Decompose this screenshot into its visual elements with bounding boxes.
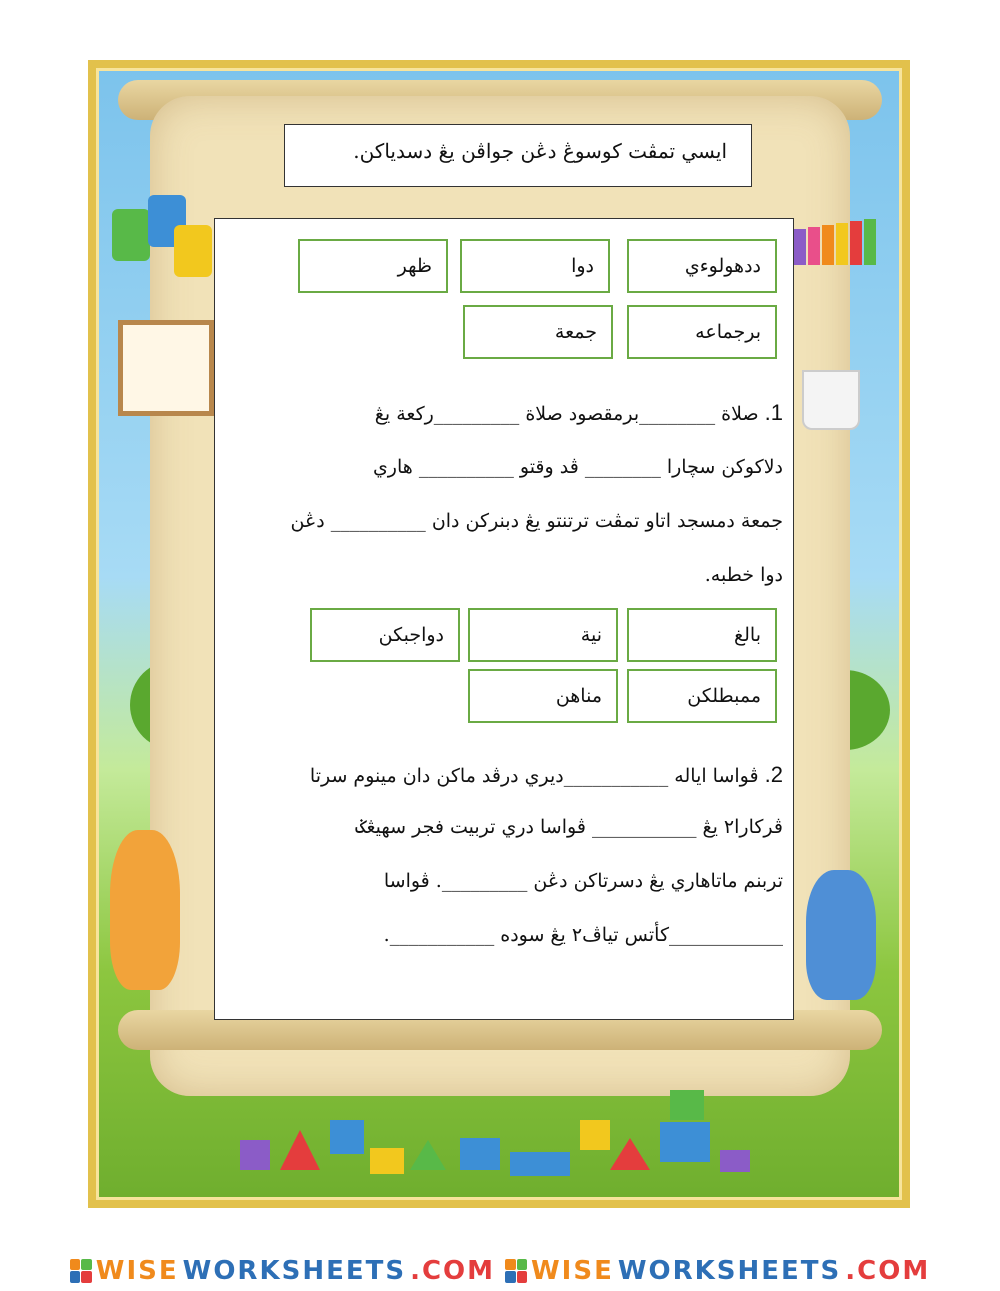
word-bank-1-item[interactable]: دوا (460, 239, 610, 293)
brand-com: .COM (410, 1255, 495, 1286)
brand-worksheets: WORKSHEETS (182, 1255, 407, 1286)
question-1-line: جمعة دمسجد اتاو تمڤت ترتنتو يڠ دبنرکن دان __________ دڠن (290, 510, 783, 532)
footer-watermark (0, 1250, 1000, 1291)
word-bank-1-item[interactable]: ددهولوءي (627, 239, 777, 293)
dancing-kid-illustration (806, 870, 876, 1000)
brand-wise: WISE (531, 1255, 614, 1286)
word-bank-2-item[interactable]: مناهن (468, 669, 618, 723)
word-bank-2-item[interactable]: دواجبکن (310, 608, 460, 662)
question-2-number: 2. (764, 762, 783, 787)
pencil-cup-illustration (802, 370, 860, 430)
question-2-line: ____________کأتس تياڤ٢ يڠ سوده ___________. (383, 924, 783, 946)
toy-blocks-illustration (240, 1060, 780, 1180)
question-1-text: صلاة ________برمقصود صلاة _________رکعة يڠ (374, 403, 759, 425)
word-bank-1-item[interactable]: ظهر (298, 239, 448, 293)
brand-wise: WISE (95, 1255, 179, 1286)
question-2-text: ڤواسا اياله ___________ديري درڤد ماکن دان مينوم سرتا (309, 765, 759, 787)
question-1-line: دوا خطبه. (704, 564, 783, 586)
word-bank-1-item[interactable]: جمعة (463, 305, 613, 359)
instruction-title: ايسي تمڤت کوسوڠ دڠن جواڤن يڠ دسدياکن. (284, 124, 752, 187)
question-1-line (238, 400, 783, 426)
word-bank-2-item[interactable]: بالغ (627, 608, 777, 662)
brand-com: .COM (845, 1255, 931, 1286)
wise-logo-icon (505, 1259, 527, 1283)
brand-mark (505, 1256, 930, 1286)
question-2-line (238, 762, 783, 788)
painting-kid-illustration (110, 830, 180, 990)
wise-logo-icon (70, 1259, 92, 1283)
abacus-illustration (118, 320, 214, 416)
brand-worksheets: WORKSHEETS (617, 1255, 842, 1286)
question-1-line: دلاکوکن سچارا ________ ڤد وقتو __________ هاري (372, 456, 783, 478)
paint-cans-illustration (112, 195, 222, 285)
question-2-line: تربنم ماتاهاري يڠ دسرتاکن دڠن _________. ڤواسا (383, 870, 783, 892)
question-1-number: 1. (764, 400, 783, 425)
question-2-line: ڤرکارا٢ يڠ ___________ ڤواسا دري تربيت فجر سهيڠݢ (355, 816, 783, 838)
word-bank-1-item[interactable]: برجماعه (627, 305, 777, 359)
xylophone-illustration (790, 215, 890, 271)
word-bank-2-item[interactable]: ممبطلکن (627, 669, 777, 723)
brand-mark (70, 1256, 495, 1286)
word-bank-2-item[interactable]: نية (468, 608, 618, 662)
